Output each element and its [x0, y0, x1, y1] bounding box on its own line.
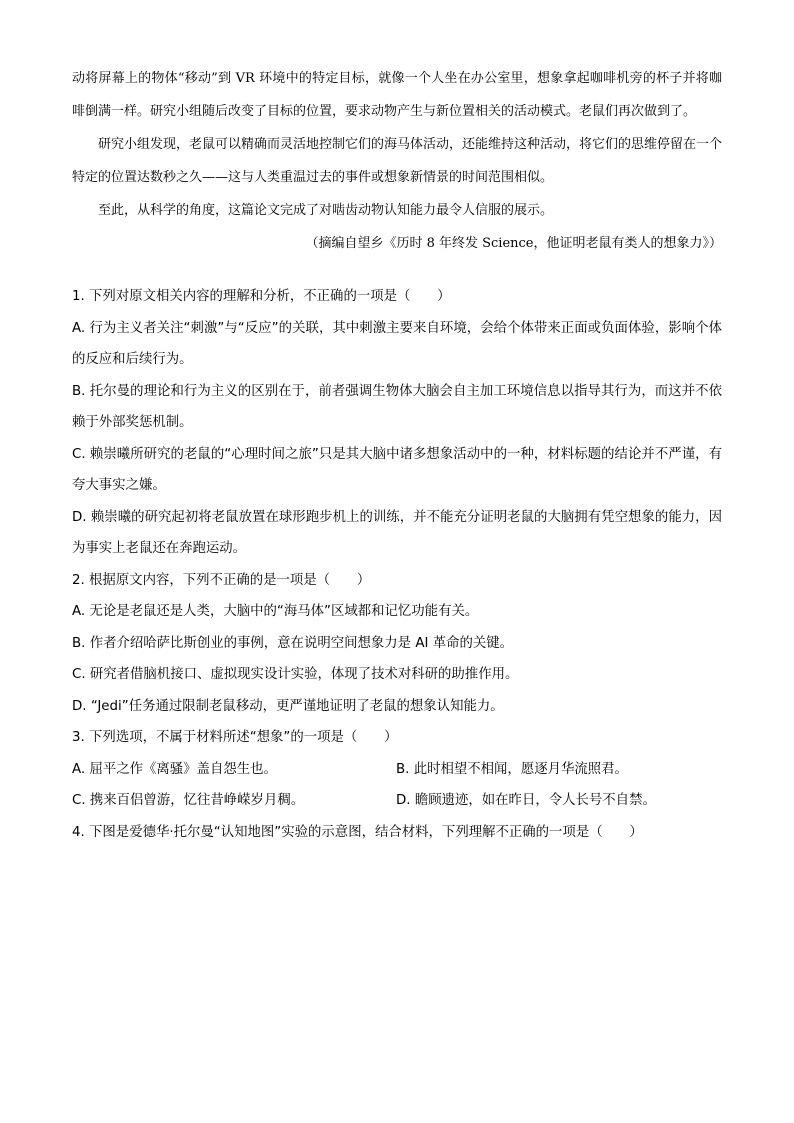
question-stem: 2. 根据原文内容，下列不正确的是一项是（ ） [72, 572, 371, 588]
passage-source: （摘编自望乡《历时 8 年终发 Science，他证明老鼠有类人的想象力》） [305, 236, 722, 251]
option-row [72, 754, 722, 786]
question-list [72, 281, 722, 848]
option-row [72, 785, 722, 817]
question-option: D. 瞻顾遗迹，如在昨日，令人长号不自禁。 [396, 793, 656, 808]
question-option: C. 赖崇曦所研究的老鼠的“心理时间之旅”只是其大脑中诸多想象活动中的一种，材料标题的结论并不严谨，有夸大事实之嫌。 [72, 446, 722, 493]
question-stem: 1. 下列对原文相关内容的理解和分析，不正确的一项是（ ） [72, 289, 451, 304]
question-option: D. “Jedi”任务通过限制老鼠移动，更严谨地证明了老鼠的想象认知能力。 [72, 698, 504, 714]
question-option: A. 无论是老鼠还是人类，大脑中的“海马体”区域都和记忆功能有关。 [72, 604, 479, 619]
question-option: A. 屈平之作《离骚》盖自怨生也。 [72, 761, 277, 777]
passage-paragraph: 至此，从科学的角度，这篇论文完成了对啮齿动物认知能力最令人信服的展示。 [98, 203, 554, 218]
question-stem: 3. 下列选项，不属于材料所述“想象”的一项是（ ） [72, 730, 398, 745]
question-option: B. 此时相望不相闻，愿逐月华流照君。 [396, 761, 628, 777]
question-option: C. 携来百侣曾游，忆往昔峥嵘岁月稠。 [72, 793, 305, 808]
question-option: A. 行为主义者关注“刺激”与“反应”的关联，其中刺激主要来自环境，会给个体带来正面或负面体验，影响个体的反应和后续行为。 [72, 320, 722, 367]
question-option: D. 赖崇曦的研究起初将老鼠放置在球形跑步机上的训练，并不能充分证明老鼠的大脑拥有凭空想象的能力，因为事实上老鼠还在奔跑运动。 [72, 509, 722, 556]
question-stem: 4. 下图是爱德华·托尔曼“认知地图”实验的示意图，结合材料，下列理解不正确的一项是（ ） [72, 824, 643, 840]
question-option: B. 作者介绍哈萨比斯创业的事例，意在说明空间想象力是 AI 革命的关键。 [72, 635, 514, 651]
passage-paragraph: 动将屏幕上的物体“移动”到 VR 环境中的特定目标，就像一个人坐在办公室里，想象拿起咖啡机旁的杯子并将咖啡倒满一样。研究小组随后改变了目标的位置，要求动物产生与新位置相关的活动模式。老鼠们再次做到了。 [72, 71, 722, 119]
reading-passage [72, 62, 722, 260]
question-option: C. 研究者借脑机接口、虚拟现实设计实验，体现了技术对科研的助推作用。 [72, 667, 519, 682]
passage-paragraph: 研究小组发现，老鼠可以精确而灵活地控制它们的海马体活动，还能维持这种活动，将它们的思维停留在一个特定的位置达数秒之久——这与人类重温过去的事件或想象新情景的时间范围相似。 [72, 137, 723, 185]
question-option: B. 托尔曼的理论和行为主义的区别在于，前者强调生物体大脑会自主加工环境信息以指导其行为，而这并不依赖于外部奖惩机制。 [72, 383, 722, 430]
